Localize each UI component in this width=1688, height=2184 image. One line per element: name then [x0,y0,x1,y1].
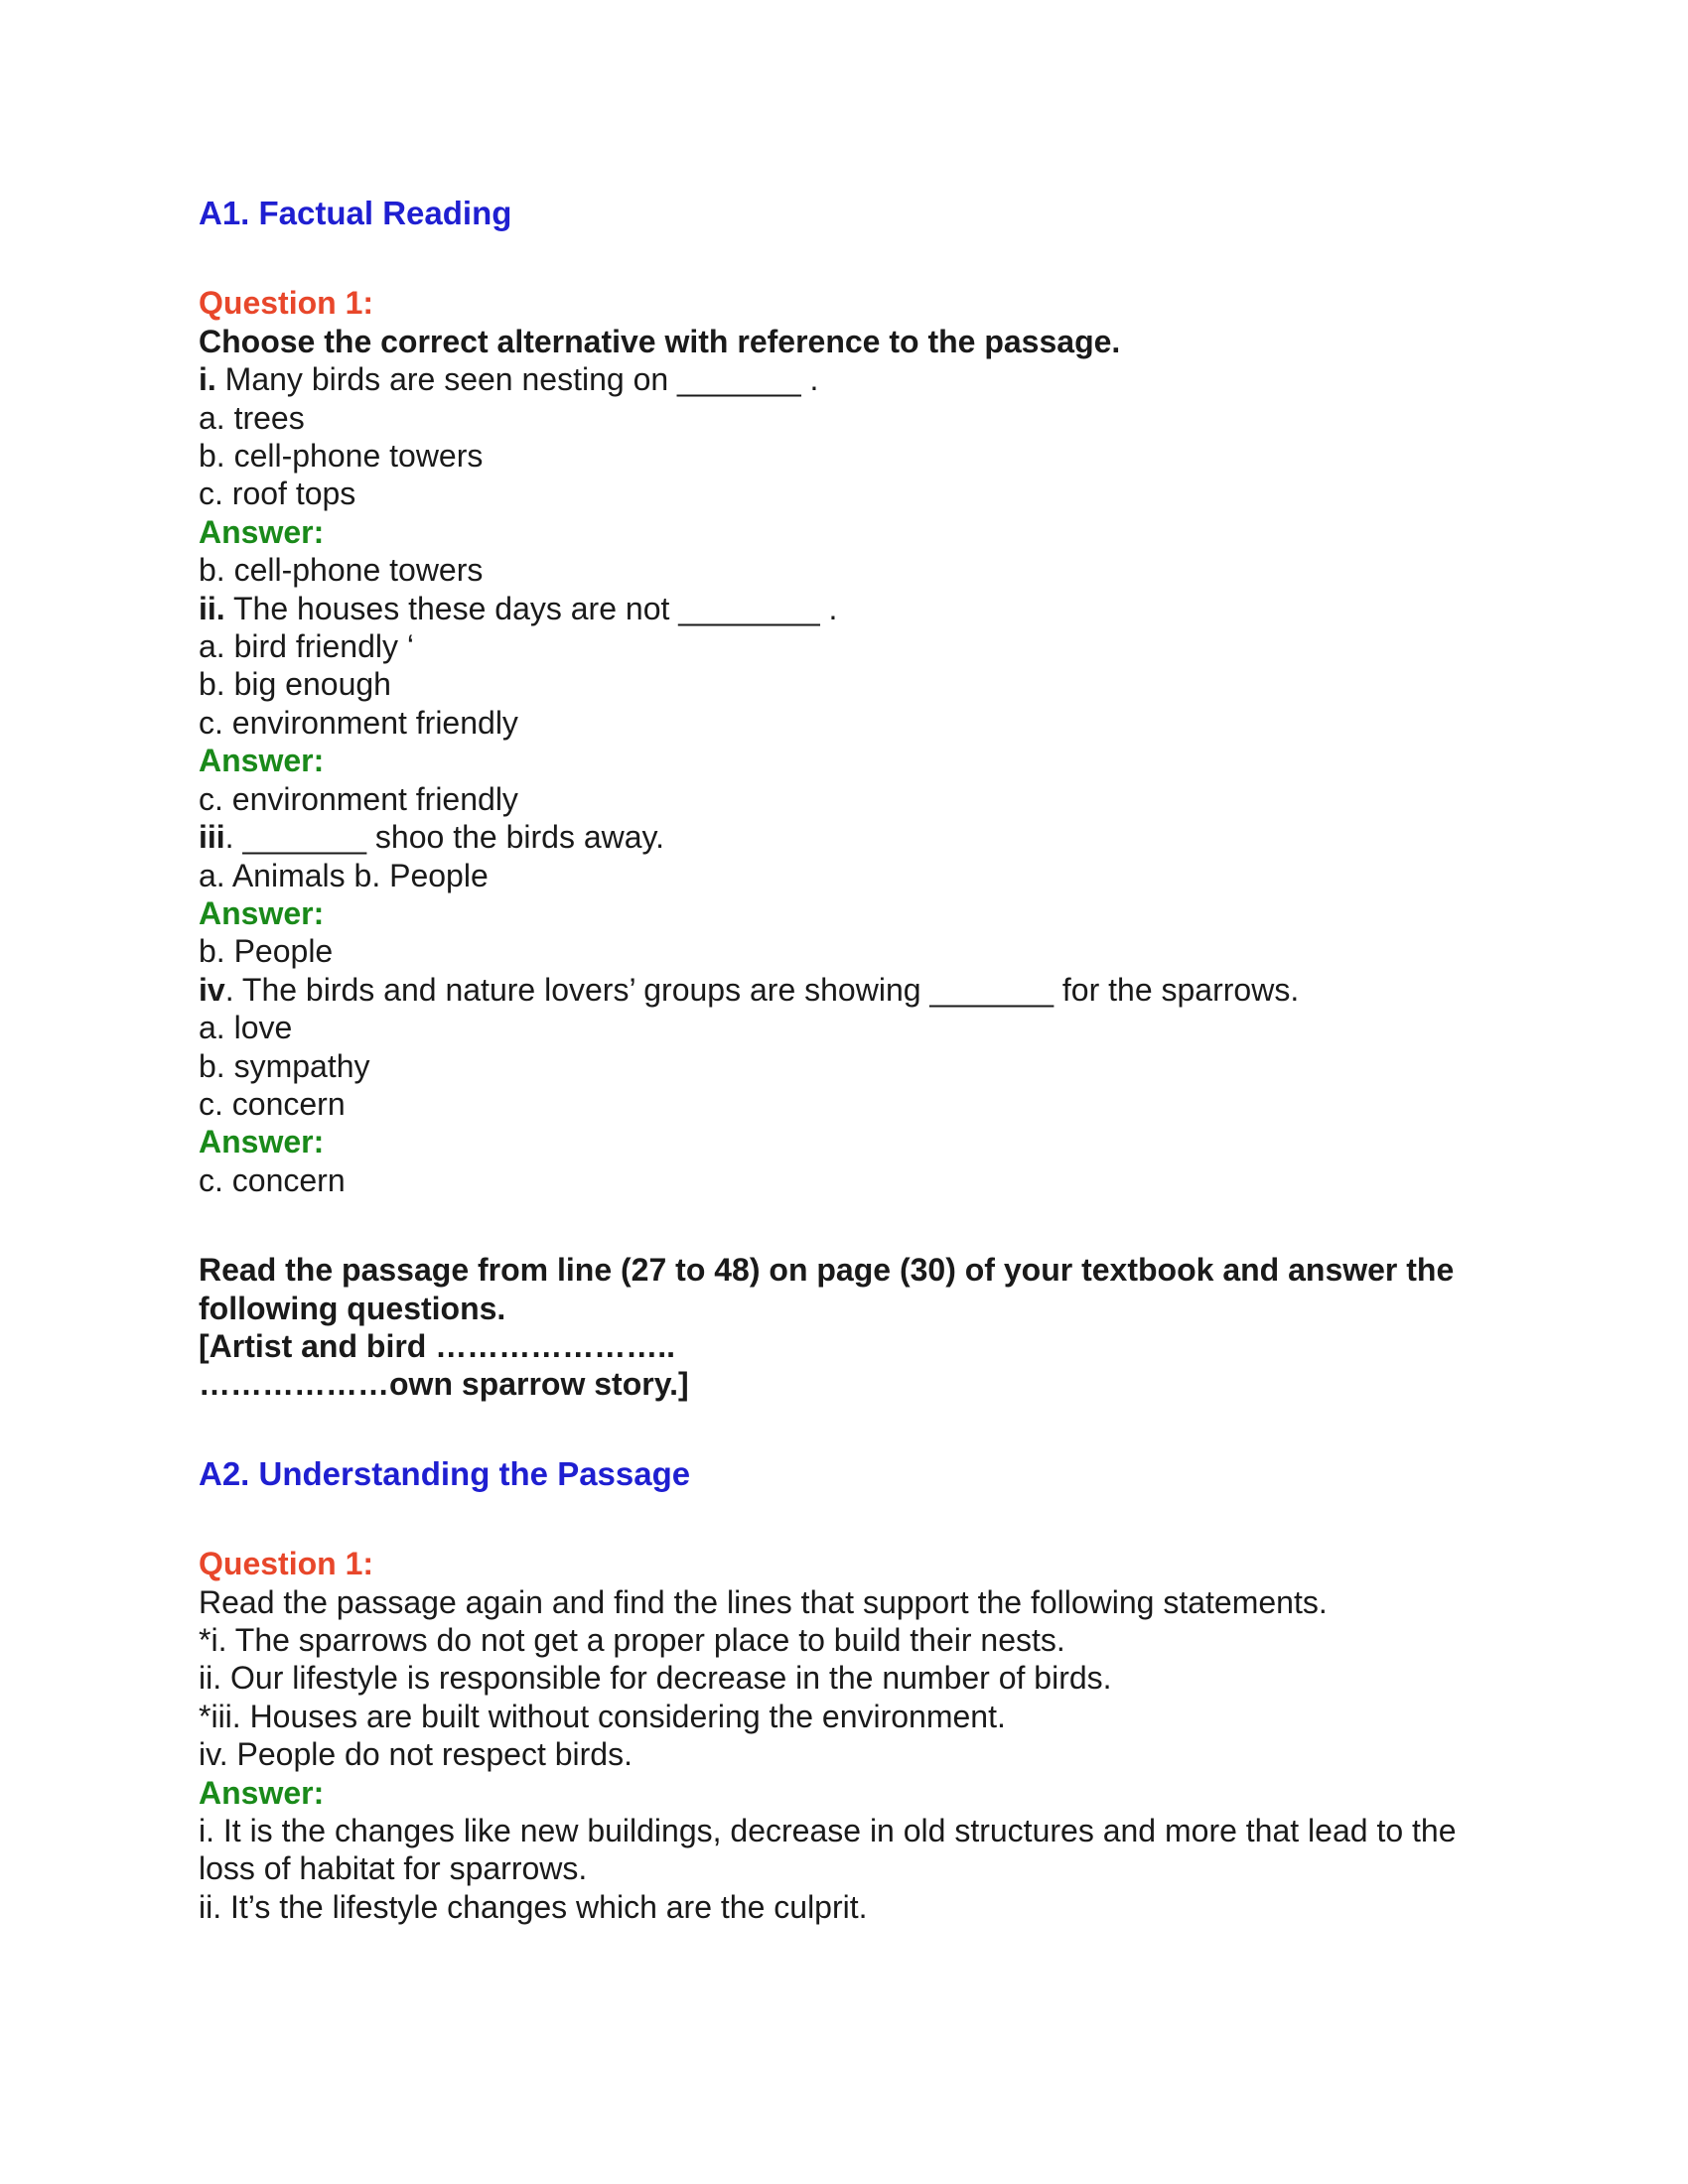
option: a. bird friendly ‘ [199,628,414,665]
item-text: . _______ shoo the birds away. [224,819,665,856]
item-text: The houses these days are not ________ . [224,590,838,626]
option: a. trees [199,399,305,436]
option: c. roof tops [199,476,356,512]
question-item [199,590,1489,627]
item-number: ii. [199,590,225,626]
item-number: iii [199,819,225,856]
item-number: i. [199,361,216,398]
answer-label: Answer: [199,1124,325,1160]
answer-label: Answer: [199,513,325,550]
option: b. sympathy [199,1047,370,1084]
answer-text: b. People [199,933,334,970]
statement: *i. The sparrows do not get a proper place to build their nests. [199,1622,1065,1658]
answer-text: i. It is the changes like new buildings, decrease in old structures and more that lead to the loss of habitat for sparrows. [199,1813,1466,1887]
passage-reference-end: ………………own sparrow story.] [199,1366,689,1403]
answer-text: c. environment friendly [199,780,518,817]
statement: *iii. Houses are built without considering the environment. [199,1698,1006,1734]
section-heading-a1: A1. Factual Reading [199,195,512,231]
option: c. environment friendly [199,704,518,741]
item-text: . The birds and nature lovers’ groups are showing _______ for the sparrows. [224,971,1300,1008]
item-text: Many birds are seen nesting on _______ . [215,361,819,398]
item-number: iv [199,971,225,1008]
option: a. Animals b. People [199,857,489,893]
passage-reference: Read the passage from line (27 to 48) on page (30) of your textbook and answer the following questions. [199,1252,1464,1326]
statement: ii. Our lifestyle is responsible for decrease in the number of birds. [199,1660,1112,1697]
option: b. cell-phone towers [199,438,484,475]
question-label: Question 1: [199,285,374,322]
question-item [199,971,1489,1009]
answer-label: Answer: [199,1774,325,1811]
document-page [199,195,1489,1926]
question-label: Question 1: [199,1546,374,1582]
statement: iv. People do not respect birds. [199,1736,633,1773]
answer-label: Answer: [199,743,325,779]
option: a. love [199,1010,293,1046]
question-item [199,818,1489,856]
answer-text: b. cell-phone towers [199,552,484,589]
section-heading-a2: A2. Understanding the Passage [199,1454,691,1492]
question-instruction: Read the passage again and find the lines that support the following statements. [199,1583,1328,1620]
answer-text: ii. It’s the lifestyle changes which are the culprit. [199,1888,868,1925]
option: c. concern [199,1085,346,1122]
answer-label: Answer: [199,894,325,931]
passage-reference-start: [Artist and bird ………………….. [199,1327,675,1364]
question-item [199,360,1489,398]
question-instruction: Choose the correct alternative with reference to the passage. [199,323,1121,359]
answer-text: c. concern [199,1161,346,1198]
option: b. big enough [199,666,391,703]
